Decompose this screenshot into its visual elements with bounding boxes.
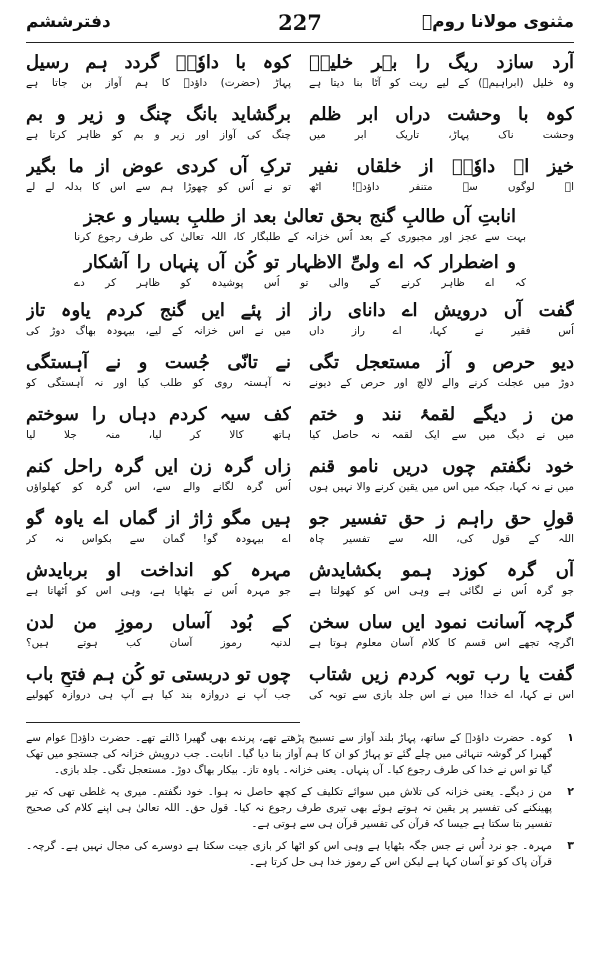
urdu-translation: پہاڑ (حضرت) داؤدؑ کا ہم آواز بن جاتا ہے <box>26 77 291 89</box>
page-header <box>26 8 574 42</box>
footnote-number: ۳ <box>567 839 574 852</box>
urdu-translation: میں نے اس خزانہ کے لیے، بیہودہ بھاگ دوڑ کی <box>26 325 291 337</box>
footnote <box>26 730 574 778</box>
persian-verse: گرچہ آسانت نمود ایں ساں سخن <box>309 612 574 633</box>
urdu-translation: وحشت ناک پہاڑ، تاریک ابر میں <box>309 129 574 141</box>
footnote <box>26 784 574 832</box>
footnote-text: مہرہ۔ جو نرد اُس نے جس جگہ بٹھایا ہے وہی اس کو اٹھا کر بازی جیت سکتا ہے دوسرے کی مجال نہیں ہے۔ گرچہ۔ قرآن پاک کو تو آسان کہا ہے لیکن اس کے رموز خدا ہی حل کرتا ہے۔ <box>26 840 552 868</box>
second-hemistich <box>26 662 291 710</box>
section-heading <box>26 204 574 250</box>
urdu-translation: دوڑ میں عجلت کرنے والے لالچ اور حرص کے دیونے <box>309 377 574 389</box>
persian-verse: ترکِ آں کردی عوض از ما بگیر <box>26 156 291 177</box>
couplet <box>26 452 574 504</box>
urdu-translation: اے بیہودہ گو! گمان سے بکواس نہ کر <box>26 533 291 545</box>
second-hemistich <box>26 402 291 450</box>
first-hemistich <box>309 506 574 554</box>
persian-verse: زاں گرہ زن ایں گرہ راحل کنم <box>26 456 291 477</box>
first-hemistich <box>309 298 574 346</box>
verse-body <box>26 48 574 712</box>
urdu-translation: ہاتھ کالا کر لیا، منہ جلا لیا <box>26 429 291 441</box>
first-hemistich <box>309 454 574 502</box>
persian-verse: از پئے ایں گنج کردم یاوہ تاز <box>26 300 291 321</box>
persian-verse: چوں تو دربستی تو کُن ہم فتحِ باب <box>26 664 291 685</box>
footnotes <box>26 730 574 876</box>
persian-verse: مہرہ کو انداخت او بربایدش <box>26 560 291 581</box>
second-hemistich <box>26 298 291 346</box>
couplet <box>26 48 574 100</box>
persian-verse: خیز اے داوٗدؑ از خلقاں نفیر <box>309 156 574 177</box>
page-number: 227 <box>278 10 322 35</box>
first-hemistich <box>309 154 574 202</box>
urdu-translation: لدنیہ رموز آسان کب ہوتے ہیں؟ <box>26 637 291 649</box>
urdu-translation: اُس گرہ لگانے والے سے، اس گرہ کو کھلواؤں <box>26 481 291 493</box>
urdu-translation: بہت سے عجز اور مجبوری کے بعد اُس خزانہ کے طلبگار کا، اللہ تعالیٰ کی طرف رجوع کرنا <box>74 231 526 243</box>
urdu-translation: میں نے دیگ میں سے ایک لقمہ نہ حاصل کیا <box>309 429 574 441</box>
couplet <box>26 660 574 712</box>
urdu-translation: نہ آہستہ روی کو طلب کیا اور نہ آہستگی کو <box>26 377 291 389</box>
urdu-translation: اُس فقیر نے کہا، اے راز داں <box>309 325 574 337</box>
couplet <box>26 100 574 152</box>
persian-verse: کوہ با داوٗدؑ گردد ہم رسیل <box>26 52 291 73</box>
first-hemistich <box>309 662 574 710</box>
couplet <box>26 608 574 660</box>
persian-heading: انابتِ آں طالبِ گنج بحق تعالیٰ بعد از طلبِ بسیار و عجز <box>84 206 516 227</box>
persian-verse: برگشاید بانگ چنگ و زیر و بم <box>26 104 291 125</box>
urdu-translation: اللہ کے قول کی، اللہ سے تفسیر چاہ <box>309 533 574 545</box>
persian-verse: کے بُود آساں رموزِ من لدن <box>26 612 291 633</box>
book-title: مثنوی مولانا رومؒ <box>421 12 574 32</box>
second-hemistich <box>26 102 291 150</box>
urdu-translation: چنگ کی آواز اور زیر و بم کو ظاہر کرتا ہے <box>26 129 291 141</box>
first-hemistich <box>309 610 574 658</box>
couplet <box>26 556 574 608</box>
footnote-text: من ز دیگے۔ یعنی خزانہ کی تلاش میں سوائے تکلیف کے کچھ حاصل نہ ہوا۔ خود نگفتم۔ میری یہ غلطی تھی کہ تیر پھینکنے کی تفسیر پر یقین نہ ہوتے ہوئے بھی تیری طرف رجوع نہ کیا۔ قول حق۔ اللہ تعالیٰ ہی اپنے کلام کی صحیح تفسیر بتا سکتا ہے جیسا کہ قرآن کی تفسیر قرآن ہی سے ہوتی ہے۔ <box>26 786 552 830</box>
volume-title: دفترششم <box>26 12 111 32</box>
persian-verse: گفت یا رب توبہ کردم زیں شتاب <box>309 664 574 685</box>
footnote-rule <box>26 722 300 723</box>
persian-verse: کف سیہ کردم دہاں را سوختم <box>26 404 291 425</box>
urdu-translation: میں نے نہ کہا، جبکہ میں اس میں یقین کرنے والا نہیں ہوں <box>309 481 574 493</box>
second-hemistich <box>26 350 291 398</box>
urdu-translation: اگرچہ تجھے اس قسم کا کلام آسان معلوم ہوتا ہے <box>309 637 574 649</box>
first-hemistich <box>309 102 574 150</box>
urdu-translation: جو مہرہ اُس نے بٹھایا ہے، وہی اس کو اُٹھاتا ہے <box>26 585 291 597</box>
urdu-translation: جو گرہ اُس نے لگائی ہے وہی اس کو کھولتا ہے <box>309 585 574 597</box>
persian-verse: نے تانّی جُست و نے آہستگی <box>26 352 291 373</box>
urdu-translation: اے لوگوں سے متنفر داؤدؑ! اٹھ <box>309 181 574 193</box>
couplet <box>26 400 574 452</box>
footnote-number: ۱ <box>567 731 574 744</box>
footnote <box>26 838 574 870</box>
second-hemistich <box>26 50 291 98</box>
urdu-translation: اس نے کہا، اے خدا! میں نے اس جلد بازی سے توبہ کی <box>309 689 574 701</box>
persian-verse: ہیں مگو ژاژ از گماں اے یاوہ گو <box>26 508 291 529</box>
second-hemistich <box>26 558 291 606</box>
footnote-number: ۲ <box>567 785 574 798</box>
header-rule <box>26 42 574 43</box>
second-hemistich <box>26 610 291 658</box>
couplet <box>26 504 574 556</box>
persian-verse: دیو حرص و آز مستعجل تگی <box>309 352 574 373</box>
first-hemistich <box>309 350 574 398</box>
persian-verse: آرد سازد ریگ را بہر خلیلؑ <box>309 52 574 73</box>
urdu-translation: جب آپ نے دروازہ بند کیا ہے آپ ہی دروازہ کھولیے <box>26 689 291 701</box>
first-hemistich <box>309 558 574 606</box>
urdu-translation: کہ اے ظاہر کرنے کے والی تو اُس پوشیدہ کو ظاہر کر دے <box>74 277 526 289</box>
persian-verse: آں گرہ کوزد ہمو بکشایدش <box>309 560 574 581</box>
first-hemistich <box>309 50 574 98</box>
urdu-translation: تو نے اُس کو چھوڑا ہم سے اس کا بدلہ لے لے <box>26 181 291 193</box>
persian-verse: کوہ با وحشت دراں ابر ظلم <box>309 104 574 125</box>
first-hemistich <box>309 402 574 450</box>
persian-verse: قولِ حق راہم ز حق تفسیر جو <box>309 508 574 529</box>
section-heading <box>26 250 574 296</box>
second-hemistich <box>26 454 291 502</box>
second-hemistich <box>26 154 291 202</box>
couplet <box>26 296 574 348</box>
urdu-translation: وہ خلیل (ابراہیمؑ) کے لیے ریت کو آٹا بنا دیتا ہے <box>309 77 574 89</box>
second-hemistich <box>26 506 291 554</box>
footnote-text: کوہ۔ حضرت داؤدؑ کے ساتھ، پہاڑ بلند آواز سے تسبیح پڑھتے تھے، پرندے بھی گھیرا ڈالتے تھے۔ حضرت داؤدؑ عوام سے گھبرا کر گوشہ تنہائی میں چلے گئے تو پہاڑ کو ان کا ہم آواز بنا دیا گیا۔ انابت۔ جب درویش خزانہ کی جستجو میں تھک گیا تو اس نے خدا کی طرف رجوع کیا۔ آں پنہاں۔ یعنی خزانہ۔ یاوہ تاز۔ بیکار بھاگ دوڑ۔ مستعجل تگی۔ جلد بازی۔ <box>26 732 552 776</box>
couplet <box>26 152 574 204</box>
persian-verse: گفت آں درویش اے دانای راز <box>309 300 574 321</box>
persian-verse: من ز دیگے لقمۂ نند و ختم <box>309 404 574 425</box>
persian-verse: خود نگفتم چوں دریں نامو قنم <box>309 456 574 477</box>
couplet <box>26 348 574 400</box>
persian-heading: و اضطرار کہ اے ولیِّ الاظہار تو کُن آں پنہاں را آشکار <box>84 252 516 273</box>
